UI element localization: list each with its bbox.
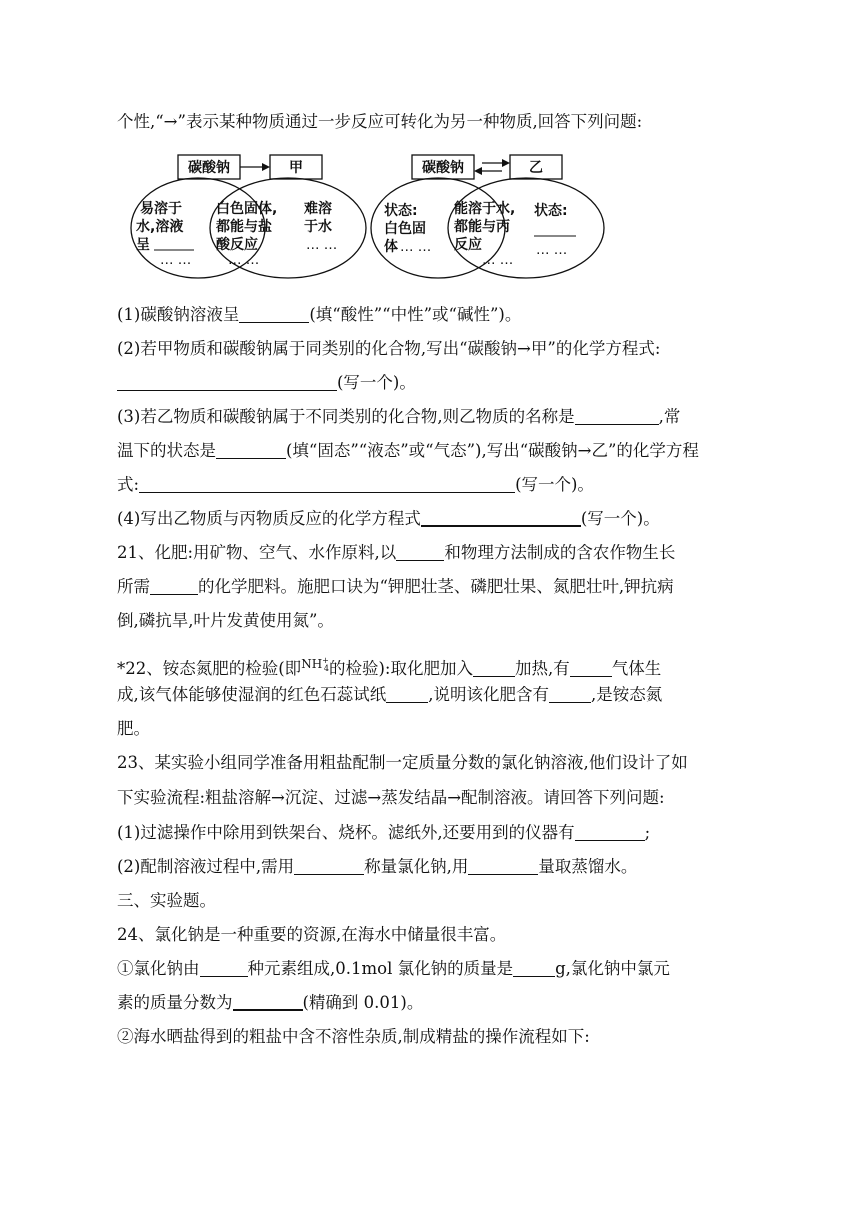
q4-text-a: (4)写出乙物质与丙物质反应的化学方程式 — [117, 509, 421, 528]
q3-text-b: ,常 — [658, 407, 681, 426]
q3-blank-equation[interactable] — [139, 476, 515, 493]
q3-blank-name[interactable] — [575, 408, 659, 425]
q24-blank-3[interactable] — [233, 993, 303, 1011]
box-yi-label: 乙 — [529, 160, 543, 176]
q22-text-h: 肥。 — [117, 719, 150, 738]
arrow-head-from-yi — [474, 167, 482, 175]
q24-text-f: (精确到 0.01)。 — [302, 993, 424, 1012]
q22-text-d: 气体生 — [611, 659, 662, 678]
q22-blank-3[interactable] — [386, 686, 428, 703]
question-23-line1 — [117, 753, 688, 773]
q22-text-f: ,说明该化肥含有 — [428, 685, 549, 704]
question-3-line2 — [117, 441, 699, 461]
question-22-line3 — [117, 719, 150, 739]
q3-text-f: (写一个)。 — [515, 475, 594, 494]
q24-blank-2[interactable] — [513, 960, 555, 977]
question-24-line2 — [117, 959, 670, 979]
question-21-line3 — [117, 611, 334, 631]
box-sodium-carbonate-left-label: 碳酸钠 — [188, 160, 230, 176]
q24-blank-1[interactable] — [200, 960, 248, 977]
right-overlap-ellipsis: … … — [482, 252, 514, 268]
q23-blank-2[interactable] — [294, 858, 364, 875]
q23-text-f: 称量氯化钠,用 — [364, 857, 469, 876]
arrow-head-to-yi — [502, 159, 510, 167]
q22-text-g: ,是铵态氮 — [591, 685, 663, 704]
q22-text-b: 的检验):取化肥加入 — [328, 659, 473, 678]
q23-text-c: (1)过滤操作中除用到铁架台、烧杯。滤纸外,还要用到的仪器有 — [117, 823, 575, 842]
q22-blank-2[interactable] — [570, 660, 612, 677]
q3-text-a: (3)若乙物质和碳酸钠属于不同类别的化合物,则乙物质的名称是 — [117, 407, 575, 426]
question-1 — [117, 305, 521, 325]
q23-text-a: 23、某实验小组同学准备用粗盐配制一定质量分数的氯化钠溶液,他们设计了如 — [117, 753, 688, 772]
q24-text-c: 种元素组成,0.1mol 氯化钠的质量是 — [247, 959, 514, 978]
q22-blank-1[interactable] — [473, 660, 515, 677]
left-b-line1: 难溶 — [304, 201, 332, 217]
q23-blank-1[interactable] — [575, 824, 645, 841]
q24-text-a: 24、氯化钠是一种重要的资源,在海水中储量很丰富。 — [117, 925, 507, 944]
q4-blank[interactable] — [421, 509, 581, 527]
q3-text-c: 温下的状态是 — [117, 441, 216, 460]
q22-text-e: 成,该气体能够使湿润的红色石蕊试纸 — [117, 685, 387, 704]
question-23-line3 — [117, 823, 650, 843]
section-3-title: 三、实验题。 — [117, 891, 216, 910]
ammonium-formula — [301, 656, 329, 674]
right-a-line3: 体 — [384, 239, 398, 255]
ammonium-subscript: 4 — [323, 664, 329, 674]
question-23-line2 — [117, 788, 665, 808]
q21-text-e: 倒,磷抗旱,叶片发黄使用氮”。 — [117, 611, 334, 630]
q21-blank-1[interactable] — [396, 544, 444, 561]
ammonium-nh: NH — [301, 657, 323, 671]
q2-text-a: (2)若甲物质和碳酸钠属于同类别的化合物,写出“碳酸钠→甲”的化学方程式: — [117, 339, 661, 358]
q3-blank-state[interactable] — [216, 442, 286, 459]
right-a-ellipsis: … … — [400, 239, 432, 255]
q21-text-a: 21、化肥:用矿物、空气、水作原料,以 — [117, 543, 397, 562]
question-22-line1 — [117, 651, 661, 679]
q24-text-d: g,氯化钠中氯元 — [555, 959, 670, 978]
q23-text-b: 下实验流程:粗盐溶解→沉淀、过滤→蒸发结晶→配制溶液。请回答下列问题: — [117, 788, 665, 807]
q21-blank-2[interactable] — [150, 578, 198, 595]
ammonium-charge: + — [322, 656, 329, 665]
question-2-line2 — [117, 373, 416, 393]
diagram-left-group — [131, 155, 366, 278]
left-overlap-line3: 酸反应 — [216, 237, 258, 253]
question-2-line1 — [117, 339, 660, 359]
left-overlap-line1: 白色固体, — [216, 201, 278, 217]
right-overlap-line2: 都能与丙 — [454, 219, 510, 235]
q24-text-b: ①氯化钠由 — [117, 959, 200, 978]
q23-text-g: 量取蒸馏水。 — [538, 857, 638, 876]
right-a-line2: 白色固 — [384, 221, 426, 237]
box-jia-label: 甲 — [289, 160, 303, 176]
q23-text-d: ; — [644, 823, 651, 842]
question-23-line4 — [117, 857, 637, 877]
left-b-line2: 于水 — [304, 219, 332, 235]
q3-text-e: 式: — [117, 475, 140, 494]
right-a-line1: 状态: — [384, 203, 418, 219]
right-overlap-line3: 反应 — [454, 237, 482, 253]
intro-sentence: 个性,“→”表示某种物质通过一步反应可转化为另一种物质,回答下列问题: — [117, 112, 643, 131]
q23-blank-3[interactable] — [468, 858, 538, 875]
question-22-line2 — [117, 685, 662, 705]
q22-text-a: *22、铵态氮肥的检验(即 — [117, 659, 302, 678]
section-3-heading — [117, 891, 216, 911]
right-b-ellipsis: … … — [536, 242, 568, 258]
q3-text-d: (填“固态”“液态”或“气态”),写出“碳酸钠→乙”的化学方程 — [286, 441, 699, 460]
q23-text-e: (2)配制溶液过程中,需用 — [117, 857, 295, 876]
q22-text-c: 加热,有 — [514, 659, 570, 678]
question-24-line3 — [117, 993, 423, 1013]
left-b-ellipsis: … … — [306, 237, 338, 253]
q4-text-b: (写一个)。 — [580, 509, 660, 528]
left-a-line3: 呈 — [136, 237, 150, 253]
venn-diagram — [126, 150, 726, 280]
question-3-line3 — [117, 475, 594, 495]
q21-text-d: 的化学肥料。施肥口诀为“钾肥壮茎、磷肥壮果、氮肥壮叶,钾抗病 — [198, 577, 674, 596]
question-21-line1 — [117, 543, 675, 563]
question-4 — [117, 509, 660, 529]
left-overlap-line2: 都能与盐 — [216, 219, 272, 235]
q2-text-b: (写一个)。 — [337, 373, 416, 392]
intro-text — [117, 112, 642, 132]
q24-text-e: 素的质量分数为 — [117, 993, 233, 1012]
q22-blank-4[interactable] — [549, 686, 591, 703]
q1-blank[interactable] — [239, 306, 309, 323]
q21-text-b: 和物理方法制成的含农作物生长 — [444, 543, 676, 562]
question-24-line1 — [117, 925, 506, 945]
diagram-right-group — [371, 155, 604, 278]
left-a-ellipsis: … … — [160, 252, 192, 268]
right-b-line1: 状态: — [534, 203, 568, 219]
question-21-line2 — [117, 577, 674, 597]
question-24-line4 — [117, 1027, 590, 1047]
arrow-head-to-jia — [262, 163, 270, 171]
q1-text-a: (1)碳酸钠溶液呈 — [117, 305, 240, 324]
q24-text-g: ②海水晒盐得到的粗盐中含不溶性杂质,制成精盐的操作流程如下: — [117, 1027, 590, 1046]
q21-text-c: 所需 — [117, 577, 150, 596]
left-overlap-ellipsis: … … — [228, 252, 260, 268]
q1-text-b: (填“酸性”“中性”或“碱性”)。 — [309, 305, 522, 324]
question-3-line1 — [117, 407, 680, 427]
left-a-line1: 易溶于 — [140, 201, 182, 217]
left-a-line2: 水,溶液 — [136, 219, 184, 235]
q2-blank[interactable] — [117, 374, 337, 391]
right-overlap-line1: 能溶于水, — [454, 201, 516, 217]
box-sodium-carbonate-right-label: 碳酸钠 — [422, 160, 464, 176]
